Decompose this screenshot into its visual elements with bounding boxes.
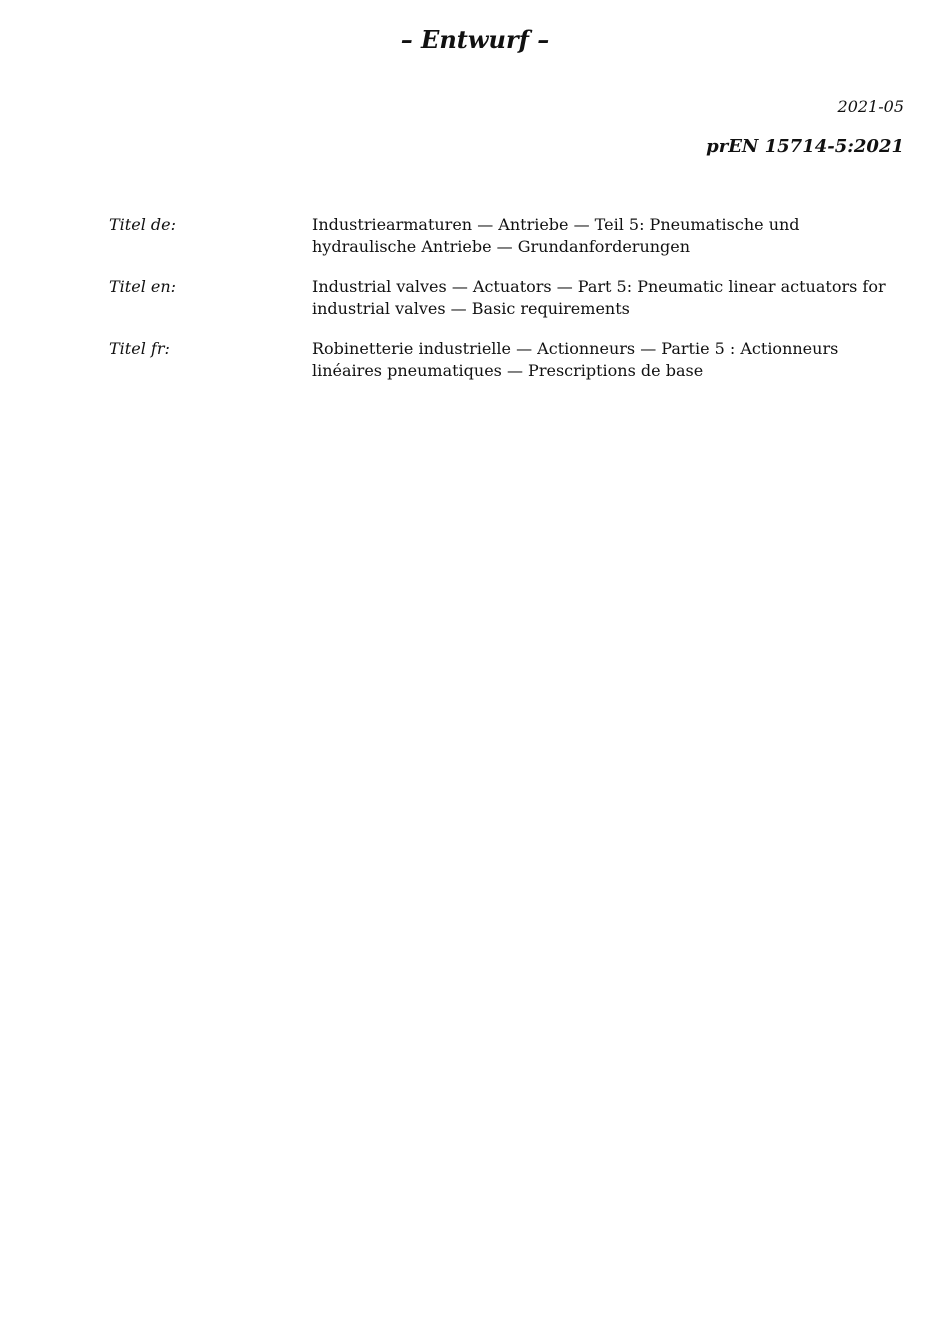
document-number: prEN 15714-5:2021 — [706, 136, 904, 157]
title-table — [109, 214, 906, 400]
title-label-de: Titel de: — [109, 215, 176, 234]
draft-heading: – Entwurf – — [400, 25, 550, 54]
title-label-en: Titel en: — [109, 277, 177, 296]
title-text-de: Industriearmaturen — Antriebe — Teil 5: Pneumatische und hydraulische Antriebe — Grundanforderungen — [312, 215, 800, 256]
title-row-de — [109, 214, 906, 258]
title-label-fr: Titel fr: — [109, 339, 170, 358]
title-row-en — [109, 276, 906, 320]
title-text-fr: Robinetterie industrielle — Actionneurs — Partie 5 : Actionneurs linéaires pneumatiques — Prescriptions de base — [312, 339, 839, 380]
title-row-fr — [109, 338, 906, 382]
document-date: 2021-05 — [837, 97, 904, 116]
title-text-en: Industrial valves — Actuators — Part 5: Pneumatic linear actuators for industrial valves — Basic requirements — [312, 277, 886, 318]
